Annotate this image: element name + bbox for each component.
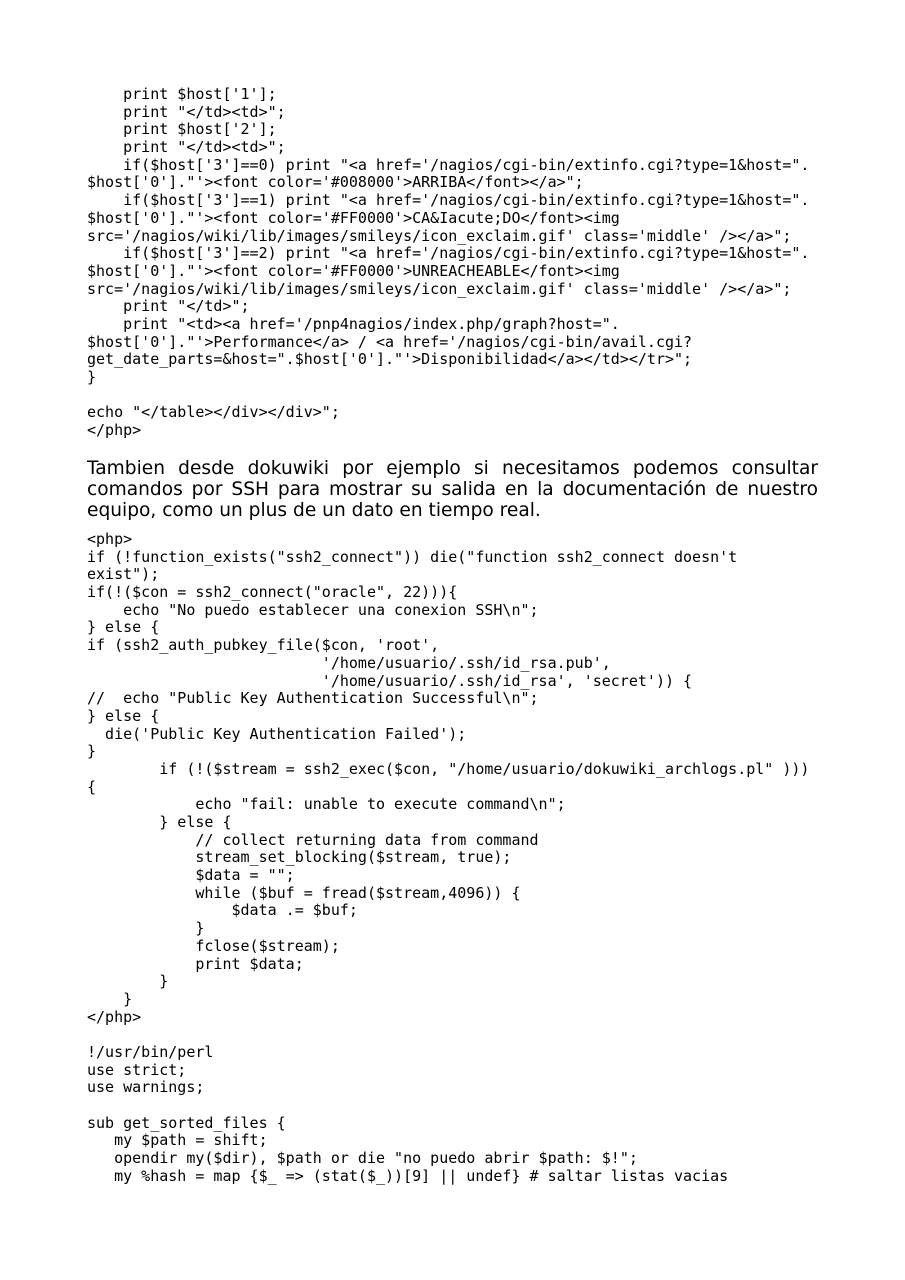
code-line: print $host['1']; xyxy=(87,85,277,103)
code-line: // collect returning data from command xyxy=(87,830,539,849)
code-line: get_date_parts=&host=".$host['0']."'>Disponibilidad</a></td></tr>"; xyxy=(87,350,693,369)
code-line: opendir my($dir), $path or die "no puedo abrir $path: $!"; xyxy=(87,1149,638,1168)
code-line: } xyxy=(87,742,97,761)
code-line: print "<td><a href='/pnp4nagios/index.php/graph?host=". xyxy=(87,314,620,333)
code-line xyxy=(87,1097,809,1115)
code-line: echo "fail: unable to execute command\n"; xyxy=(87,795,566,814)
code-line: } xyxy=(87,919,205,938)
code-line: $data .= $buf; xyxy=(87,901,358,920)
code-line: if($host['3']==2) print "<a href='/nagios/cgi-bin/extinfo.cgi?type=1&host=". xyxy=(87,244,810,263)
code-line: print $data; xyxy=(87,954,304,973)
code-line: use warnings; xyxy=(87,1078,205,1097)
code-line: </php> xyxy=(87,1007,142,1026)
code-line xyxy=(87,1026,809,1044)
code-line: } else { xyxy=(87,618,160,637)
code-line: } else { xyxy=(87,813,232,831)
code-line: if($host['3']==0) print "<a href='/nagios/cgi-bin/extinfo.cgi?type=1&host=". xyxy=(87,155,810,174)
php-code-block-1 xyxy=(87,86,809,440)
code-line: $host['0']."'><font color='#FF0000'>CA&Iacute;DO</font><img xyxy=(87,208,620,227)
code-line: fclose($stream); xyxy=(87,936,340,955)
code-line: '/home/usuario/.ssh/id_rsa.pub', xyxy=(87,653,611,672)
code-line: } xyxy=(87,989,133,1008)
code-line: exist"); xyxy=(87,565,160,584)
code-line: src='/nagios/wiki/lib/images/smileys/icon_exclaim.gif' class='middle' /></a>"; xyxy=(87,279,792,298)
code-line: use strict; xyxy=(87,1060,187,1079)
code-line: !/usr/bin/perl xyxy=(87,1042,214,1061)
code-line: my %hash = map {$_ => (stat($_))[9] || undef} # saltar listas vacias xyxy=(87,1166,729,1185)
code-line: if (!function_exists("ssh2_connect")) die("function ssh2_connect doesn't xyxy=(87,547,738,566)
code-line: </php> xyxy=(87,421,142,440)
code-line: $data = ""; xyxy=(87,866,295,885)
code-line: die('Public Key Authentication Failed'); xyxy=(87,724,467,743)
code-line: } xyxy=(87,972,169,991)
code-line: if($host['3']==1) print "<a href='/nagios/cgi-bin/extinfo.cgi?type=1&host=". xyxy=(87,191,810,210)
code-line: // echo "Public Key Authentication Successful\n"; xyxy=(87,689,539,708)
code-line: } else { xyxy=(87,706,160,725)
code-line: stream_set_blocking($stream, true); xyxy=(87,848,512,867)
code-line: $host['0']."'>Performance</a> / <a href='/nagios/cgi-bin/avail.cgi? xyxy=(87,332,693,351)
code-line: echo "</table></div></div>"; xyxy=(87,403,340,422)
code-line: $host['0']."'><font color='#008000'>ARRIBA</font></a>"; xyxy=(87,173,584,192)
code-line: if (ssh2_auth_pubkey_file($con, 'root', xyxy=(87,636,440,655)
code-line: '/home/usuario/.ssh/id_rsa', 'secret')) { xyxy=(87,671,693,690)
code-line: } xyxy=(87,368,97,386)
code-line: sub get_sorted_files { xyxy=(87,1113,286,1132)
code-line xyxy=(87,387,809,405)
code-line: <php> xyxy=(87,530,133,548)
code-line: if (!($stream = ssh2_exec($con, "/home/usuario/dokuwiki_archlogs.pl" ))) xyxy=(87,759,810,778)
code-line: if(!($con = ssh2_connect("oracle", 22))){ xyxy=(87,583,458,602)
code-line: my $path = shift; xyxy=(87,1131,268,1150)
code-line: while ($buf = fread($stream,4096)) { xyxy=(87,883,521,902)
code-line: echo "No puedo establecer una conexion SSH\n"; xyxy=(87,600,539,619)
code-line: print "</td><td>"; xyxy=(87,102,286,121)
code-line: $host['0']."'><font color='#FF0000'>UNREACHEABLE</font><img xyxy=(87,261,620,280)
body-paragraph: Tambien desde dokuwiki por ejemplo si necesitamos podemos consultar comandos por SSH para mostrar su salida en la documentación de nuestro equipo, como un plus de un dato en tiempo real. xyxy=(87,458,818,522)
php-perl-code-block-2 xyxy=(87,531,809,1185)
code-line: src='/nagios/wiki/lib/images/smileys/icon_exclaim.gif' class='middle' /></a>"; xyxy=(87,226,792,245)
code-line: print "</td>"; xyxy=(87,297,250,316)
code-line: print $host['2']; xyxy=(87,120,277,139)
code-line: print "</td><td>"; xyxy=(87,138,286,157)
code-line: { xyxy=(87,777,97,796)
